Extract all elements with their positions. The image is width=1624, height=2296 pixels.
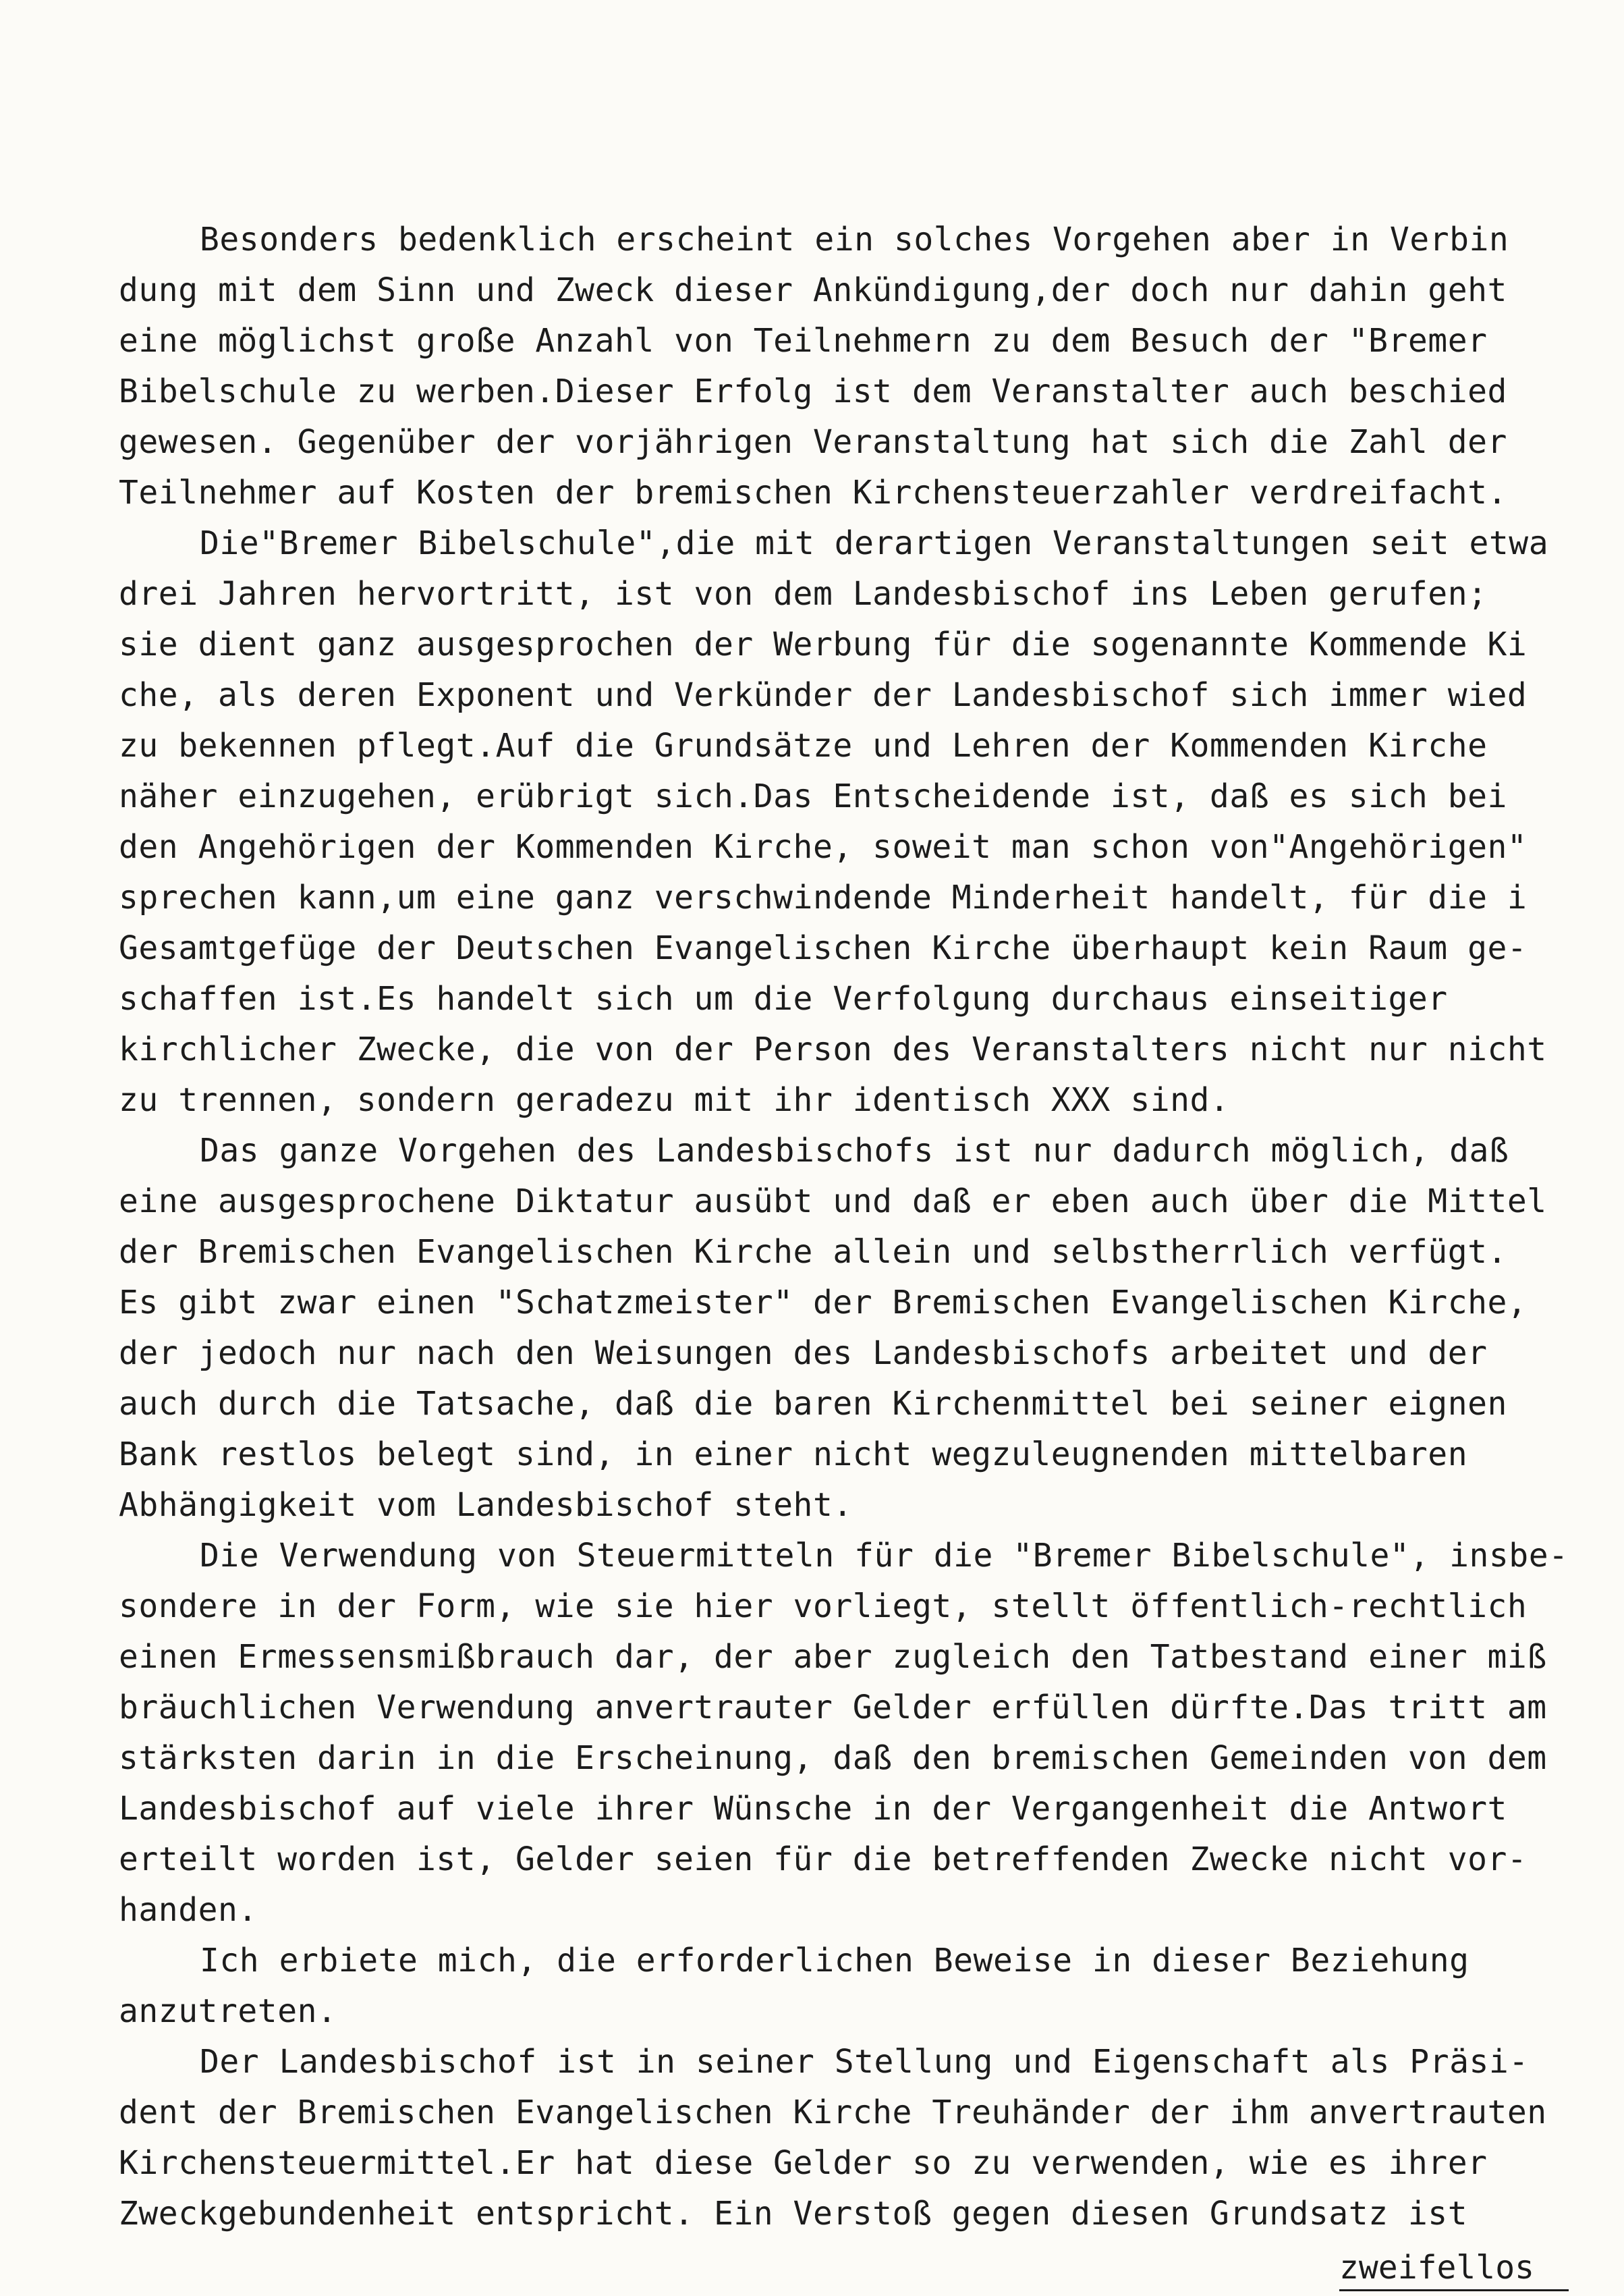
text-line: Kirchensteuermittel.Er hat diese Gelder so zu verwenden, wie es ihrer (119, 2144, 1488, 2182)
text-line: eine ausgesprochene Diktatur ausübt und daß er eben auch über die Mittel (119, 1182, 1547, 1220)
text-line: drei Jahren hervortritt, ist von dem Landesbischof ins Leben gerufen; (119, 575, 1488, 613)
text-line: einen Ermessensmißbrauch dar, der aber zugleich den Tatbestand einer miß (119, 1638, 1547, 1676)
text-line: che, als deren Exponent und Verkünder der Landesbischof sich immer wied (119, 676, 1528, 714)
text-line: der jedoch nur nach den Weisungen des Landesbischofs arbeitet und der (119, 1334, 1488, 1372)
text-line: stärksten darin in die Erscheinung, daß den bremischen Gemeinden von dem (119, 1739, 1547, 1777)
text-line: Besonders bedenklich erscheint ein solches Vorgehen aber in Verbin (200, 221, 1509, 258)
text-line: sondere in der Form, wie sie hier vorliegt, stellt öffentlich-rechtlich (119, 1587, 1528, 1625)
text-line: zu bekennen pflegt.Auf die Grundsätze und Lehren der Kommenden Kirche (119, 727, 1488, 765)
text-line: schaffen ist.Es handelt sich um die Verfolgung durchaus einseitiger (119, 980, 1448, 1018)
text-line: Abhängigkeit vom Landesbischof steht. (119, 1486, 853, 1524)
text-line: sprechen kann,um eine ganz verschwindende Minderheit handelt, für die i (119, 879, 1528, 917)
text-line: Die Verwendung von Steuermitteln für die "Bremer Bibelschule", insbe- (200, 1537, 1569, 1575)
text-line: handen. (119, 1891, 258, 1929)
text-line: Bank restlos belegt sind, in einer nicht wegzuleugnenden mittelbaren (119, 1436, 1468, 1473)
text-line: Das ganze Vorgehen des Landesbischofs ist nur dadurch möglich, daß (200, 1132, 1509, 1170)
text-line: Ich erbiete mich, die erforderlichen Beweise in dieser Beziehung (200, 1942, 1469, 1979)
text-line: dung mit dem Sinn und Zweck dieser Ankündigung,der doch nur dahin geht (119, 271, 1507, 309)
text-line: erteilt worden ist, Gelder seien für die betreffenden Zwecke nicht vor- (119, 1840, 1528, 1878)
text-line: Der Landesbischof ist in seiner Stellung und Eigenschaft als Präsi- (200, 2043, 1529, 2081)
text-line: Bibelschule zu werben.Dieser Erfolg ist dem Veranstalter auch beschied (119, 373, 1507, 410)
text-line: Gesamtgefüge der Deutschen Evangelischen Kirche überhaupt kein Raum ge- (119, 929, 1528, 967)
text-line: Die"Bremer Bibelschule",die mit derartigen Veranstaltungen seit etwa (200, 524, 1549, 562)
text-line: Landesbischof auf viele ihrer Wünsche in der Vergangenheit die Antwort (119, 1790, 1507, 1828)
text-line: Zweckgebundenheit entspricht. Ein Verstoß gegen diesen Grundsatz ist (119, 2195, 1468, 2233)
text-line: eine möglichst große Anzahl von Teilnehmern zu dem Besuch der "Bremer (119, 322, 1488, 360)
text-line: sie dient ganz ausgesprochen der Werbung für die sogenannte Kommende Ki (119, 626, 1528, 663)
text-line: bräuchlichen Verwendung anvertrauter Gelder erfüllen dürfte.Das tritt am (119, 1689, 1547, 1726)
text-line: auch durch die Tatsache, daß die baren Kirchenmittel bei seiner eignen (119, 1385, 1507, 1423)
text-line: anzutreten. (119, 1992, 337, 2030)
text-line: den Angehörigen der Kommenden Kirche, soweit man schon von"Angehörigen" (119, 828, 1528, 866)
text-line: der Bremischen Evangelischen Kirche allein und selbstherrlich verfügt. (119, 1233, 1507, 1271)
catchword-underline (1339, 2289, 1569, 2291)
catchword: zweifellos (1339, 2249, 1534, 2287)
text-line: zu trennen, sondern geradezu mit ihr identisch XXX sind. (119, 1081, 1230, 1119)
text-line: Es gibt zwar einen "Schatzmeister" der Bremischen Evangelischen Kirche, (119, 1284, 1528, 1321)
typed-text-body (119, 215, 1617, 2239)
text-line: gewesen. Gegenüber der vorjährigen Veranstaltung hat sich die Zahl der (119, 423, 1507, 461)
text-line: Teilnehmer auf Kosten der bremischen Kirchensteuerzahler verdreifacht. (119, 474, 1507, 512)
text-line: kirchlicher Zwecke, die von der Person des Veranstalters nicht nur nicht (119, 1031, 1547, 1068)
text-line: näher einzugehen, erübrigt sich.Das Entscheidende ist, daß es sich bei (119, 777, 1507, 815)
text-line: dent der Bremischen Evangelischen Kirche Treuhänder der ihm anvertrauten (119, 2094, 1547, 2131)
